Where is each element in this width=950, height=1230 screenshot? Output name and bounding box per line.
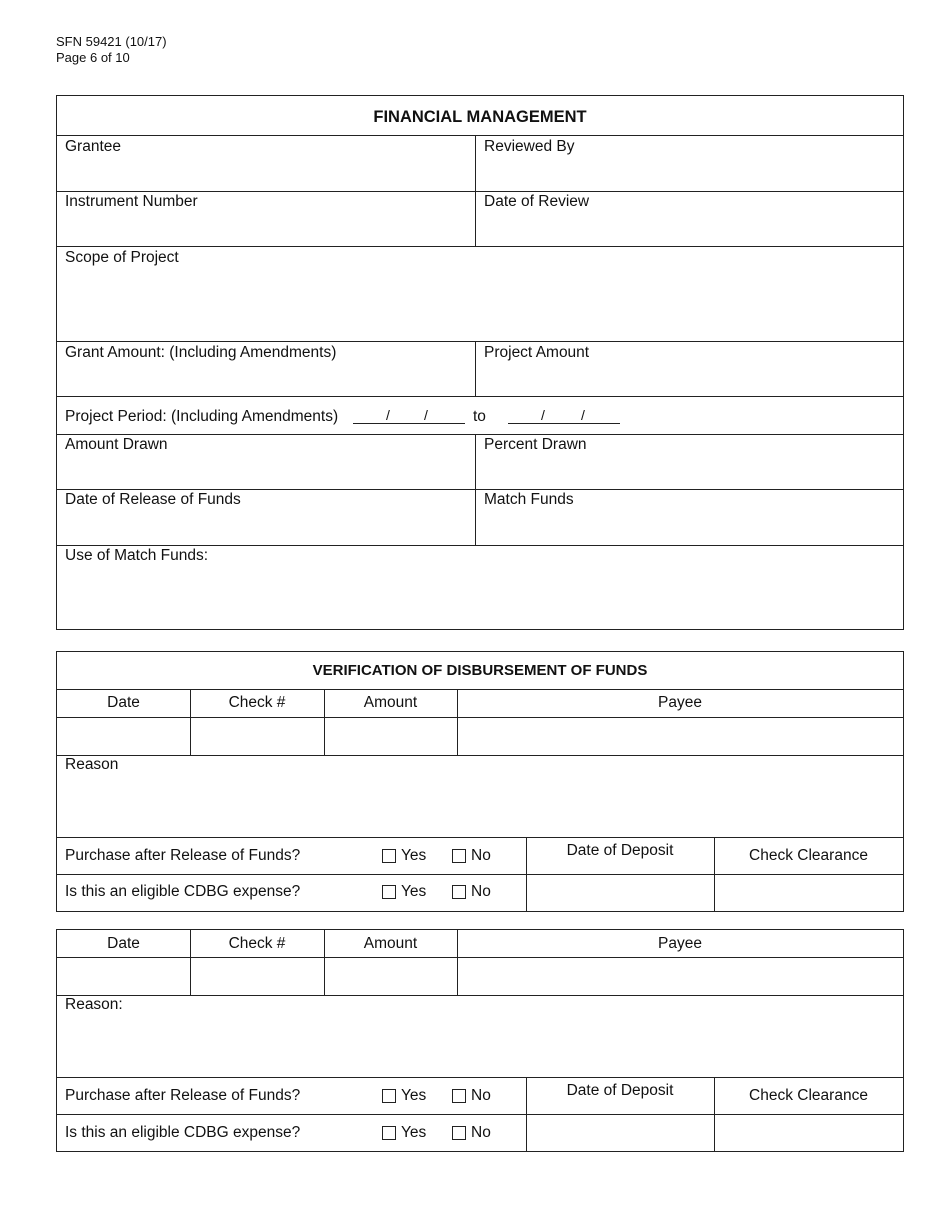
yes-label: Yes bbox=[401, 1124, 427, 1141]
eligible-cdbg-question: Is this an eligible CDBG expense? bbox=[65, 883, 301, 900]
purchase-after-release-question: Purchase after Release of Funds? bbox=[65, 1087, 301, 1104]
eligible-yes-checkbox[interactable] bbox=[382, 885, 396, 899]
use-of-match-funds-field[interactable]: Use of Match Funds: bbox=[65, 547, 209, 564]
date-of-deposit-field[interactable]: Date of Deposit bbox=[566, 1082, 674, 1099]
to-label: to bbox=[473, 408, 486, 425]
no-label: No bbox=[471, 1124, 491, 1141]
column-date: Date bbox=[107, 694, 140, 711]
column-amount: Amount bbox=[363, 694, 418, 711]
verification-section-2 bbox=[56, 929, 904, 1152]
amount-drawn-field[interactable]: Amount Drawn bbox=[65, 436, 168, 453]
payee-input[interactable] bbox=[458, 958, 903, 995]
reviewed-by-field[interactable]: Reviewed By bbox=[484, 138, 575, 155]
column-amount: Amount bbox=[363, 935, 418, 952]
instrument-number-field[interactable]: Instrument Number bbox=[65, 193, 198, 210]
eligible-no-checkbox[interactable] bbox=[452, 1126, 466, 1140]
reason-field[interactable]: Reason bbox=[65, 756, 119, 773]
date-of-deposit-input[interactable] bbox=[527, 875, 714, 912]
date-of-deposit-field[interactable]: Date of Deposit bbox=[566, 842, 674, 859]
date-of-review-field[interactable]: Date of Review bbox=[484, 193, 590, 210]
page-number: Page 6 of 10 bbox=[56, 50, 130, 65]
check-clearance-field[interactable]: Check Clearance bbox=[749, 1087, 868, 1104]
project-period-start-date[interactable]: / / bbox=[353, 408, 465, 424]
verification-title: VERIFICATION OF DISBURSEMENT OF FUNDS bbox=[312, 662, 648, 679]
eligible-no-checkbox[interactable] bbox=[452, 885, 466, 899]
grant-amount-field[interactable]: Grant Amount: (Including Amendments) bbox=[65, 344, 337, 361]
purchase-yes-checkbox[interactable] bbox=[382, 849, 396, 863]
no-label: No bbox=[471, 1087, 491, 1104]
eligible-yes-checkbox[interactable] bbox=[382, 1126, 396, 1140]
eligible-cdbg-question: Is this an eligible CDBG expense? bbox=[65, 1124, 301, 1141]
payee-input[interactable] bbox=[458, 718, 903, 755]
percent-drawn-field[interactable]: Percent Drawn bbox=[484, 436, 587, 453]
verification-section bbox=[56, 651, 904, 912]
purchase-after-release-question: Purchase after Release of Funds? bbox=[65, 847, 301, 864]
project-period-label: Project Period: (Including Amendments) bbox=[65, 408, 339, 425]
yes-label: Yes bbox=[401, 883, 427, 900]
column-date: Date bbox=[107, 935, 140, 952]
purchase-yes-checkbox[interactable] bbox=[382, 1089, 396, 1103]
column-payee: Payee bbox=[658, 694, 702, 711]
form-number: SFN 59421 (10/17) bbox=[56, 34, 167, 49]
scope-of-project-field[interactable]: Scope of Project bbox=[65, 249, 179, 266]
check-number-input[interactable] bbox=[191, 718, 324, 755]
column-check-number: Check # bbox=[228, 935, 286, 952]
grantee-field[interactable]: Grantee bbox=[65, 138, 122, 155]
project-amount-field[interactable]: Project Amount bbox=[484, 344, 590, 361]
amount-input[interactable] bbox=[325, 718, 457, 755]
match-funds-field[interactable]: Match Funds bbox=[484, 491, 574, 508]
date-input[interactable] bbox=[57, 958, 190, 995]
column-check-number: Check # bbox=[228, 694, 286, 711]
no-label: No bbox=[471, 883, 491, 900]
section-title: FINANCIAL MANAGEMENT bbox=[373, 108, 587, 126]
check-clearance-input[interactable] bbox=[715, 1115, 903, 1152]
check-clearance-field[interactable]: Check Clearance bbox=[749, 847, 868, 864]
purchase-no-checkbox[interactable] bbox=[452, 1089, 466, 1103]
yes-label: Yes bbox=[401, 847, 427, 864]
no-label: No bbox=[471, 847, 491, 864]
column-payee: Payee bbox=[658, 935, 702, 952]
check-number-input[interactable] bbox=[191, 958, 324, 995]
project-period-end-date[interactable]: / / bbox=[508, 408, 620, 424]
reason-field[interactable]: Reason: bbox=[65, 996, 123, 1013]
amount-input[interactable] bbox=[325, 958, 457, 995]
date-of-deposit-input[interactable] bbox=[527, 1115, 714, 1152]
date-input[interactable] bbox=[57, 718, 190, 755]
yes-label: Yes bbox=[401, 1087, 427, 1104]
check-clearance-input[interactable] bbox=[715, 875, 903, 912]
financial-management-section bbox=[56, 95, 904, 630]
date-of-release-field[interactable]: Date of Release of Funds bbox=[65, 491, 241, 508]
purchase-no-checkbox[interactable] bbox=[452, 849, 466, 863]
form-header bbox=[56, 34, 167, 66]
